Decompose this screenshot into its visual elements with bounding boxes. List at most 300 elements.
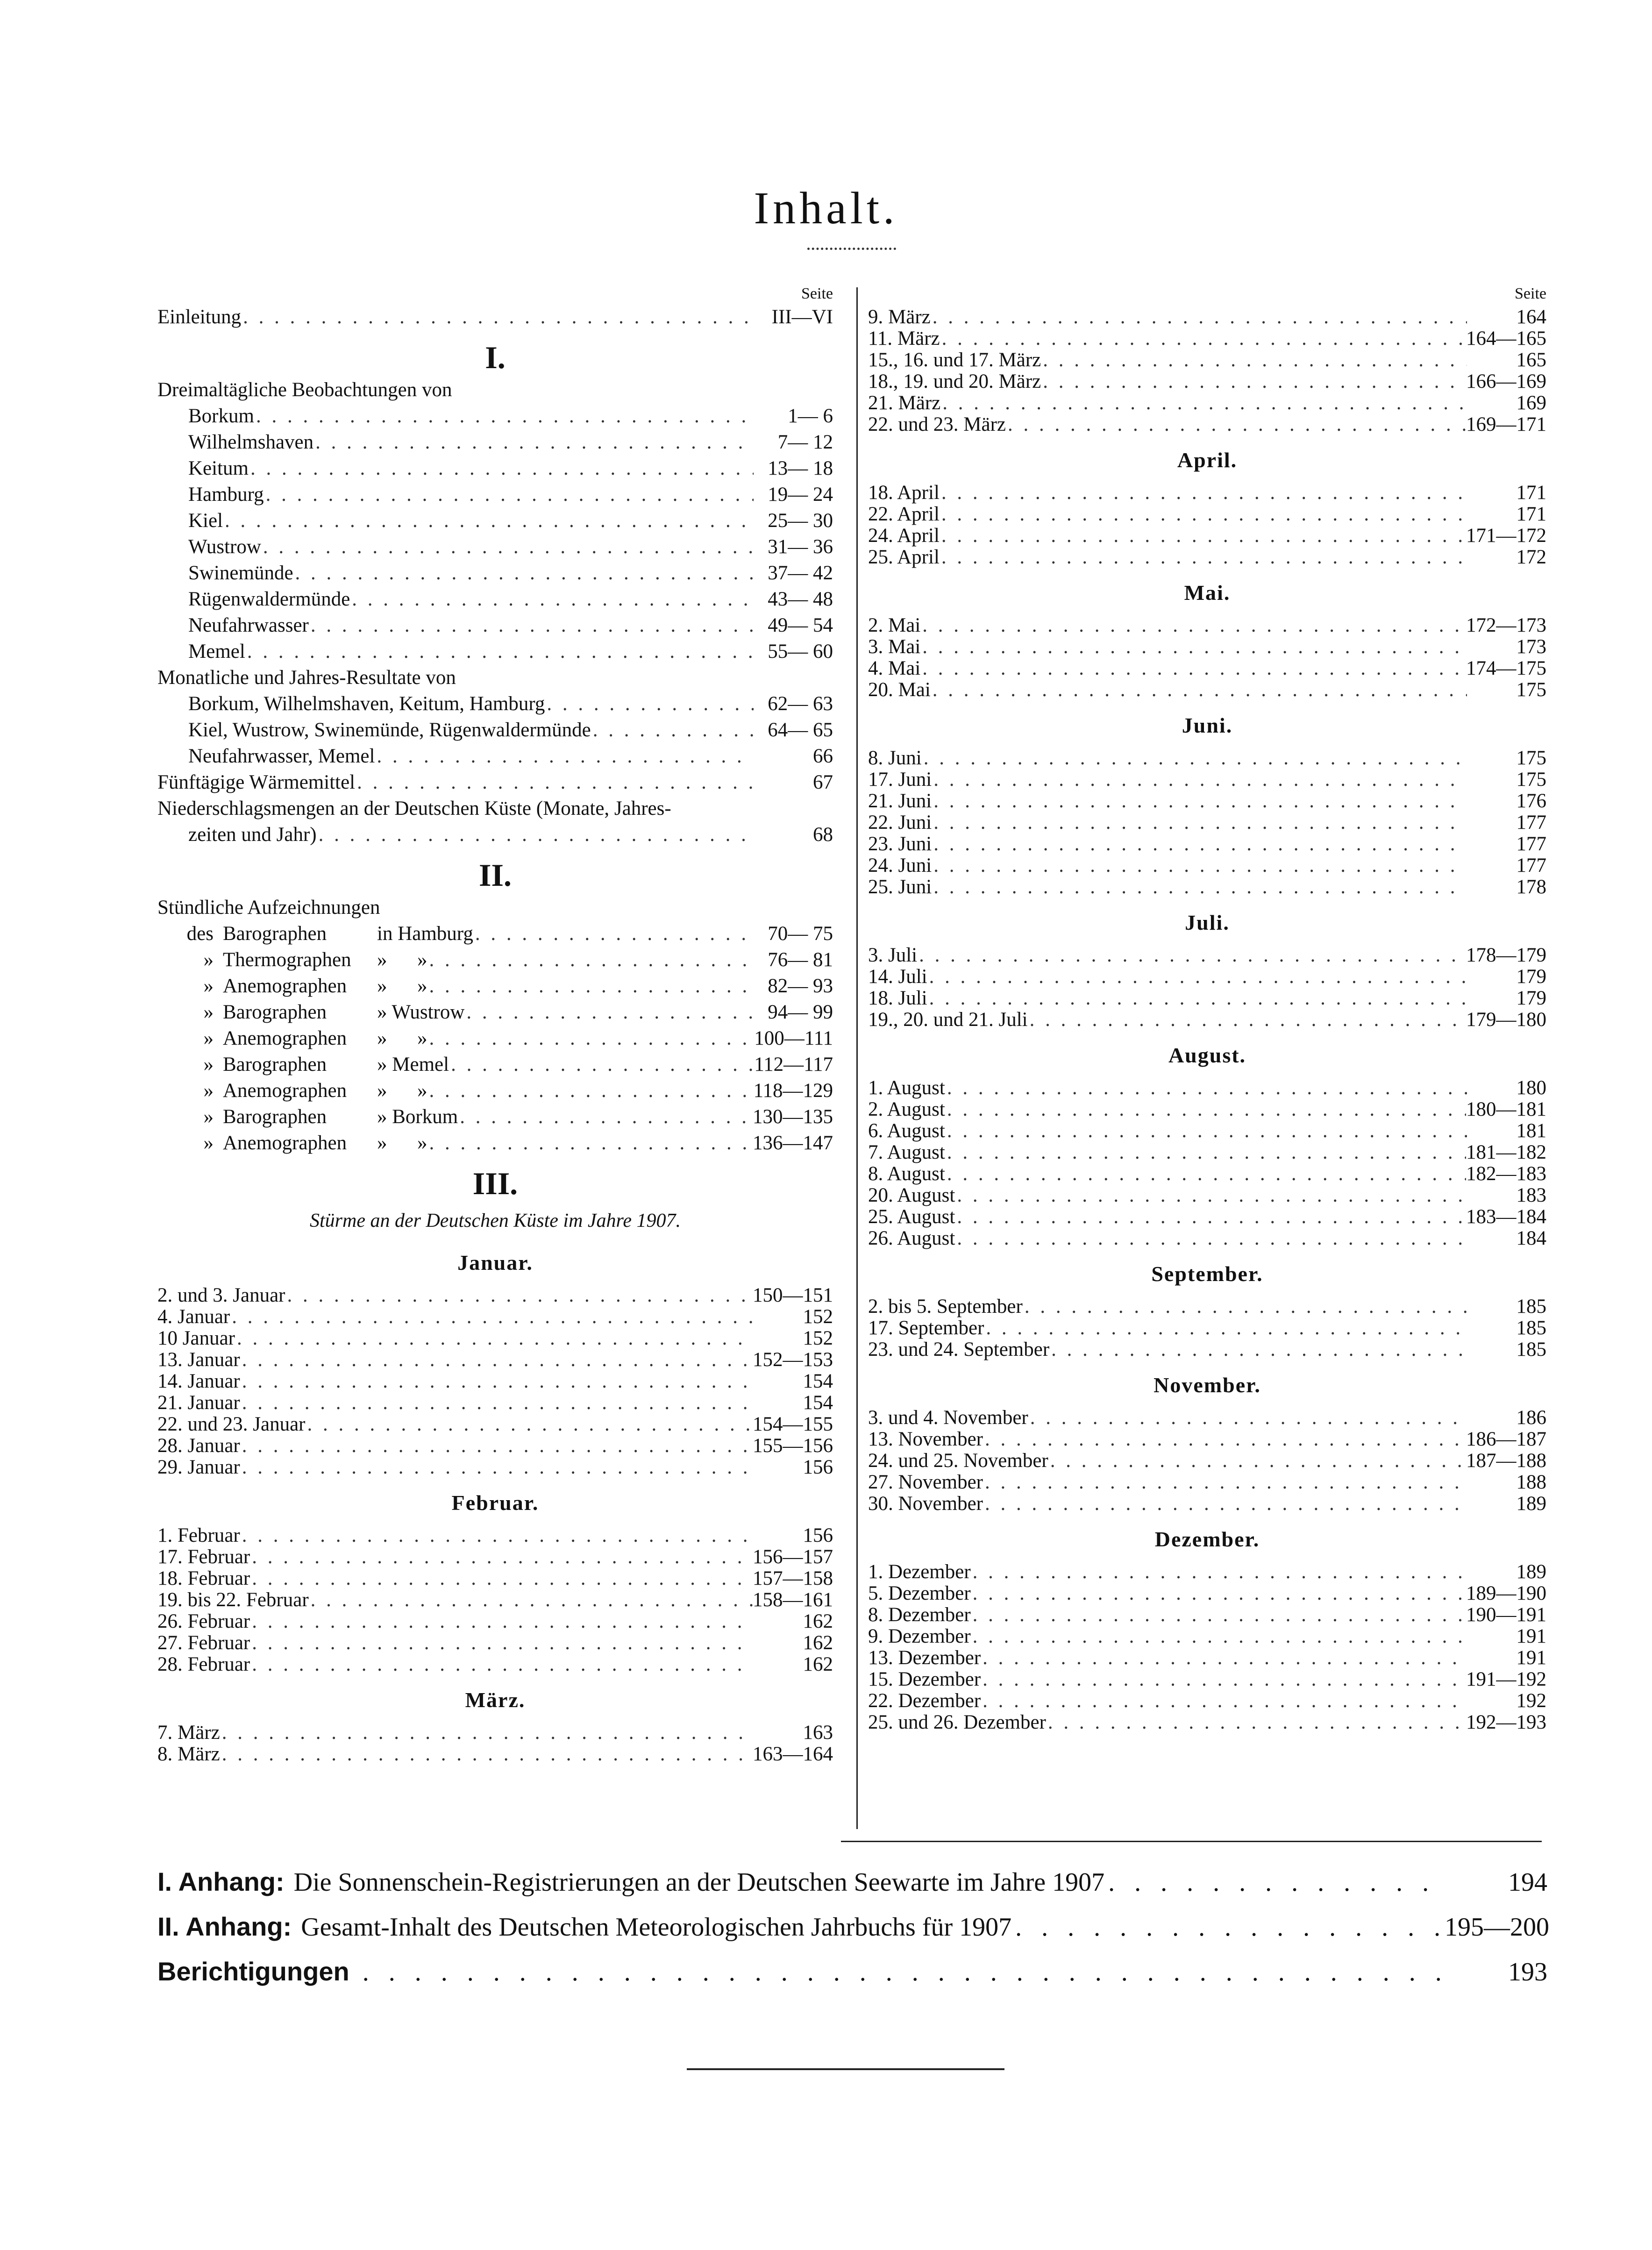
toc-entry-page: 55— 60 <box>768 641 833 662</box>
instrument-name: Anemographen <box>223 1132 347 1154</box>
toc-entry-page: 157—158 <box>753 1567 833 1589</box>
entry-prefix: » <box>203 1080 214 1102</box>
entry-prefix: » <box>203 949 214 971</box>
toc-entry-label: 2. bis 5. September <box>868 1296 1023 1317</box>
toc-entry[interactable] <box>157 1370 833 1391</box>
toc-entry[interactable] <box>868 1582 1546 1603</box>
toc-entry[interactable] <box>157 562 833 588</box>
toc-entry[interactable] <box>868 876 1546 897</box>
leader-dots <box>350 588 754 611</box>
toc-entry-page: 112—117 <box>754 1054 833 1075</box>
toc-entry[interactable]: Einleitung . . . III—VI <box>157 306 833 332</box>
toc-entry[interactable] <box>868 1711 1546 1732</box>
toc-entry-page: 189—190 <box>1466 1582 1546 1604</box>
entry-prefix: » <box>203 1132 214 1154</box>
toc-entry-label: 14. Juli <box>868 966 927 988</box>
toc-entry-label: 25. August <box>868 1206 955 1228</box>
toc-entry[interactable] <box>157 1327 833 1348</box>
leader-dots <box>932 790 1467 812</box>
toc-entry-page: 179 <box>1516 987 1546 1009</box>
toc-entry[interactable] <box>868 546 1546 567</box>
toc-entry-page: 158—161 <box>753 1589 833 1611</box>
toc-entry[interactable] <box>868 327 1546 349</box>
instrument-name: Thermographen <box>223 949 351 971</box>
toc-entry[interactable] <box>157 692 833 719</box>
toc-entry[interactable] <box>868 790 1546 811</box>
leader-dots <box>932 876 1467 898</box>
leader-dots <box>1023 1295 1467 1318</box>
toc-entry-page: 174—175 <box>1466 657 1546 679</box>
toc-entry-label: 17. September <box>868 1317 984 1339</box>
toc-entry[interactable] <box>157 1743 833 1764</box>
toc-entry[interactable] <box>868 1471 1546 1492</box>
leader-dots <box>1041 370 1466 393</box>
toc-entry[interactable] <box>157 588 833 614</box>
storm-list-left <box>157 1237 833 1764</box>
toc-entry[interactable] <box>157 1284 833 1305</box>
instrument-name: Barographen <box>223 1106 327 1128</box>
toc-entry[interactable] <box>868 392 1546 413</box>
toc-entry-label: 18., 19. und 20. März <box>868 370 1041 392</box>
instrument-name: Barographen <box>223 923 327 945</box>
toc-entry[interactable] <box>868 965 1546 987</box>
title-ornament-rule <box>807 248 896 250</box>
toc-entry[interactable] <box>157 1391 833 1413</box>
toc-entry-page: 180 <box>1516 1077 1546 1099</box>
toc-entry[interactable] <box>868 1098 1546 1119</box>
toc-entry[interactable] <box>157 1413 833 1434</box>
leader-dots <box>427 1079 754 1102</box>
column-divider <box>856 287 858 1829</box>
toc-entry-page: 64— 65 <box>768 719 833 741</box>
toc-entry-label: 26. August <box>868 1227 955 1249</box>
leader-dots <box>223 509 754 532</box>
leader-dots <box>920 614 1466 637</box>
appendix-label: Berichtigungen <box>157 1957 349 1986</box>
leader-dots <box>920 635 1467 658</box>
month-heading: Dezember. <box>1154 1527 1260 1551</box>
toc-entry[interactable] <box>157 1305 833 1327</box>
month-heading: April. <box>1177 448 1238 472</box>
toc-entry[interactable] <box>157 1079 833 1105</box>
leader-dots <box>981 1646 1467 1669</box>
entry-prefix: » <box>203 975 214 997</box>
toc-entry-label: 22. Dezember <box>868 1690 981 1712</box>
leader-dots <box>427 948 754 971</box>
month-heading: November. <box>1154 1373 1261 1397</box>
leader-dots <box>955 1205 1466 1228</box>
toc-entry[interactable]: Fünftägige Wärmemittel . . . 67 <box>157 771 833 797</box>
toc-entry-page: 175 <box>1516 769 1546 790</box>
toc-entry-label: Kiel, Wustrow, Swinemünde, Rügenwaldermünde <box>188 719 591 741</box>
toc-entry[interactable] <box>868 1141 1546 1162</box>
toc-entry-page: 171 <box>1516 482 1546 504</box>
leader-dots <box>971 1560 1467 1583</box>
station-name: » Borkum <box>377 1106 458 1128</box>
toc-entry-label: 18. Februar <box>157 1567 250 1589</box>
toc-entry[interactable] <box>868 635 1546 657</box>
leader-dots <box>309 1588 753 1611</box>
leader-dots <box>427 1132 753 1154</box>
toc-entry-label: 24. Juni <box>868 854 932 876</box>
toc-entry-label: 25. und 26. Dezember <box>868 1711 1046 1733</box>
toc-entry-page: 190—191 <box>1466 1604 1546 1626</box>
toc-entry[interactable] <box>868 854 1546 876</box>
toc-entry[interactable] <box>157 922 833 948</box>
toc-entry-page: 25— 30 <box>768 510 833 532</box>
toc-entry[interactable] <box>157 457 833 483</box>
toc-entry-label: Neufahrwasser, Memel <box>188 745 375 767</box>
leader-dots <box>981 1668 1466 1691</box>
leader-dots <box>971 1603 1466 1626</box>
toc-entry[interactable] <box>157 1132 833 1158</box>
station-name: » » <box>377 1027 427 1049</box>
toc-entry-page: 188 <box>1516 1471 1546 1493</box>
toc-entry[interactable] <box>868 1492 1546 1514</box>
toc-entry-page: 154 <box>803 1370 833 1392</box>
toc-entry[interactable] <box>157 1610 833 1631</box>
toc-entry-page: 185 <box>1516 1339 1546 1360</box>
station-name: » Memel <box>377 1054 449 1075</box>
toc-entry[interactable] <box>868 657 1546 678</box>
leader-dots <box>971 1625 1467 1648</box>
leader-dots <box>220 1743 753 1766</box>
toc-entry[interactable] <box>157 1545 833 1567</box>
toc-entry[interactable] <box>868 1406 1546 1428</box>
leader-dots <box>940 546 1467 569</box>
instrument-name: Anemographen <box>223 1027 347 1049</box>
toc-entry[interactable] <box>868 1338 1546 1360</box>
toc-entry[interactable] <box>868 747 1546 768</box>
toc-entry[interactable] <box>868 1119 1546 1141</box>
toc-entry-page: 186 <box>1516 1407 1546 1429</box>
toc-entry[interactable] <box>868 768 1546 790</box>
toc-entry-label: 27. Februar <box>157 1632 250 1654</box>
toc-entry-page: 1— 6 <box>788 405 833 427</box>
toc-entry[interactable] <box>868 944 1546 965</box>
toc-entry-label: 10 Januar <box>157 1327 235 1349</box>
toc-entry-page: 164 <box>1516 306 1546 328</box>
toc-entry[interactable] <box>868 370 1546 392</box>
toc-entry[interactable] <box>157 745 833 771</box>
leader-dots <box>313 431 754 454</box>
leader-dots <box>545 692 754 715</box>
toc-entry-page: 182—183 <box>1466 1163 1546 1185</box>
toc-entry-page: 173 <box>1516 636 1546 658</box>
station-list <box>157 405 833 666</box>
leader-dots <box>261 535 754 558</box>
toc-entry-page: 192—193 <box>1466 1711 1546 1733</box>
appendix-list <box>157 1866 1547 2001</box>
leader-dots <box>254 405 754 427</box>
toc-entry[interactable] <box>157 948 833 975</box>
toc-entry[interactable] <box>868 1076 1546 1098</box>
toc-entry[interactable] <box>868 1205 1546 1227</box>
toc-entry[interactable] <box>157 975 833 1001</box>
monthly-results-list <box>157 692 833 771</box>
toc-entry-page: 152 <box>803 1306 833 1328</box>
leader-dots <box>922 747 1467 769</box>
leader-dots <box>449 1053 754 1076</box>
toc-heading-text: Stündliche Aufzeichnungen <box>157 897 380 919</box>
toc-entry[interactable] <box>157 1348 833 1370</box>
leader-dots <box>427 1027 754 1050</box>
toc-entry-page: 150—151 <box>753 1284 833 1306</box>
toc-entry-label: 9. März <box>868 306 931 328</box>
toc-entry[interactable] <box>868 1603 1546 1625</box>
toc-entry[interactable] <box>157 1631 833 1653</box>
toc-entry[interactable] <box>157 483 833 509</box>
toc-entry[interactable] <box>157 1027 833 1053</box>
toc-entry[interactable] <box>157 431 833 457</box>
toc-entry[interactable] <box>157 1434 833 1456</box>
leader-dots <box>240 1456 754 1479</box>
toc-entry[interactable] <box>868 1184 1546 1205</box>
toc-entry-page: 13— 18 <box>768 457 833 479</box>
leader-dots <box>1104 1867 1445 1897</box>
toc-entry-label: 8. August <box>868 1163 945 1185</box>
toc-entry-label: 8. Juni <box>868 747 922 769</box>
toc-entry[interactable] <box>868 1227 1546 1248</box>
toc-entry-page: 184 <box>1516 1227 1546 1249</box>
toc-entry[interactable] <box>868 413 1546 434</box>
toc-entry-label: 6. August <box>868 1120 945 1142</box>
toc-entry-label: 30. November <box>868 1493 983 1515</box>
appendix-entry[interactable] <box>157 1866 1547 1911</box>
leader-dots <box>945 1162 1466 1185</box>
leader-dots <box>931 678 1467 701</box>
toc-entry[interactable]: zeiten und Jahr) . . . 68 <box>157 823 833 849</box>
toc-entry-label: 24. April <box>868 525 940 547</box>
toc-entry-label: 29. Januar <box>157 1456 240 1478</box>
toc-entry-label: Swinemünde <box>188 562 293 584</box>
toc-entry[interactable] <box>868 987 1546 1008</box>
toc-entry[interactable] <box>868 1560 1546 1582</box>
toc-entry[interactable] <box>157 1456 833 1477</box>
toc-entry-label: 17. Februar <box>157 1546 250 1568</box>
entry-prefix: » <box>203 1001 214 1023</box>
toc-entry-page: 189 <box>1516 1493 1546 1515</box>
toc-entry[interactable] <box>157 719 833 745</box>
section-heading: III. <box>472 1166 518 1201</box>
toc-entry-page: 62— 63 <box>768 693 833 715</box>
divider-rule <box>841 1841 1542 1842</box>
leader-dots <box>458 1105 753 1128</box>
toc-entry-label: 4. Januar <box>157 1306 230 1328</box>
toc-entry-label: Wilhelmshaven <box>188 431 314 453</box>
toc-entry-label: 28. Januar <box>157 1435 240 1457</box>
leader-dots <box>1028 1008 1466 1031</box>
toc-entry[interactable] <box>868 1317 1546 1338</box>
toc-entry[interactable] <box>868 1428 1546 1449</box>
toc-entry[interactable] <box>868 833 1546 854</box>
right-column <box>868 285 1546 1732</box>
leader-dots <box>245 640 754 663</box>
toc-entry-page: 175 <box>1516 679 1546 701</box>
toc-entry[interactable] <box>157 1721 833 1743</box>
toc-entry-label: 25. Juni <box>868 876 932 898</box>
entry-prefix: des <box>186 923 214 945</box>
toc-entry[interactable] <box>868 306 1546 327</box>
toc-entry[interactable] <box>868 1162 1546 1184</box>
toc-entry[interactable] <box>868 1668 1546 1689</box>
toc-entry-label: 23. Juni <box>868 833 932 855</box>
toc-entry-label: 19., 20. und 21. Juli <box>868 1009 1028 1031</box>
toc-entry[interactable] <box>157 535 833 562</box>
toc-entry[interactable] <box>868 1625 1546 1646</box>
left-column <box>157 285 833 1764</box>
toc-entry-label: 1. Dezember <box>868 1561 971 1583</box>
toc-entry[interactable] <box>157 1567 833 1588</box>
toc-entry-label: Rügenwaldermünde <box>188 588 350 610</box>
toc-entry-label: 18. April <box>868 482 940 504</box>
toc-entry-label: 23. und 24. September <box>868 1339 1050 1360</box>
appendix-text: Gesamt-Inhalt des Deutschen Meteorologischen Jahrbuchs für 1907 <box>301 1913 1012 1942</box>
toc-entry-page: 163 <box>803 1722 833 1744</box>
toc-entry-page: 155—156 <box>753 1435 833 1457</box>
leader-dots <box>931 306 1467 328</box>
leader-dots <box>955 1227 1467 1250</box>
section-heading: I. <box>485 340 506 375</box>
leader-dots <box>983 1428 1466 1451</box>
toc-entry-page: 185 <box>1516 1296 1546 1317</box>
toc-entry-page: 172—173 <box>1466 614 1546 636</box>
toc-entry-label: 17. Juni <box>868 769 932 790</box>
toc-entry[interactable] <box>157 509 833 535</box>
toc-entry-page: 31— 36 <box>768 536 833 558</box>
appendix-page: 193 <box>1508 1958 1547 1987</box>
leader-dots <box>945 1141 1466 1164</box>
toc-entry-page: 82— 93 <box>768 975 833 997</box>
toc-entry[interactable] <box>868 811 1546 833</box>
toc-entry-page: 187—188 <box>1466 1450 1546 1472</box>
instrument-name: Barographen <box>223 1054 327 1075</box>
appendix-text: Die Sonnenschein-Registrierungen an der Deutschen Seewarte im Jahre 1907 <box>293 1868 1105 1897</box>
appendix-entry[interactable] <box>157 1956 1547 2001</box>
toc-entry-page: 181—182 <box>1466 1141 1546 1163</box>
station-name: » » <box>377 1132 427 1154</box>
toc-entry[interactable] <box>157 1053 833 1079</box>
toc-entry-label: 7. März <box>157 1722 220 1744</box>
toc-entry-page: 156 <box>803 1456 833 1478</box>
toc-entry[interactable] <box>868 1449 1546 1471</box>
instrument-name: Anemographen <box>223 975 347 997</box>
leader-dots <box>932 833 1467 855</box>
toc-entry-label: 3. und 4. November <box>868 1407 1028 1429</box>
entry-prefix: » <box>203 1054 214 1075</box>
toc-entry-label: 5. Dezember <box>868 1582 971 1604</box>
toc-entry[interactable] <box>157 405 833 431</box>
appendix-page: 194 <box>1508 1868 1547 1897</box>
toc-entry[interactable] <box>157 614 833 640</box>
appendix-label: II. Anhang: <box>157 1912 292 1941</box>
toc-entry[interactable] <box>868 349 1546 370</box>
toc-entry[interactable] <box>157 1653 833 1674</box>
toc-entry-label: 18. Juli <box>868 987 927 1009</box>
leader-dots <box>940 503 1467 526</box>
appendix-entry[interactable] <box>157 1911 1547 1956</box>
leader-dots <box>920 657 1466 680</box>
toc-entry[interactable] <box>157 1001 833 1027</box>
toc-entry-label: 1. August <box>868 1077 945 1099</box>
appendix-page: 195—200 <box>1445 1913 1549 1942</box>
toc-entry-page: 177 <box>1516 854 1546 876</box>
month-heading: Januar. <box>457 1251 533 1275</box>
toc-entry-label: 3. Mai <box>868 636 921 658</box>
leader-dots <box>240 1434 753 1457</box>
leader-dots <box>1028 1406 1467 1429</box>
toc-entry[interactable] <box>868 1008 1546 1030</box>
section-subtitle: Stürme an der Deutschen Küste im Jahre 1907. <box>310 1210 681 1232</box>
instrument-name: Barographen <box>223 1001 327 1023</box>
toc-entry[interactable] <box>868 614 1546 635</box>
toc-entry-page: 49— 54 <box>768 614 833 636</box>
month-heading: Juni. <box>1182 713 1233 737</box>
toc-entry[interactable] <box>157 640 833 666</box>
entry-prefix: » <box>203 1027 214 1049</box>
leader-dots <box>464 1001 754 1024</box>
toc-entry[interactable] <box>868 481 1546 503</box>
toc-entry[interactable] <box>157 1524 833 1545</box>
toc-entry-page: 70— 75 <box>768 923 833 945</box>
toc-entry[interactable] <box>868 1295 1546 1317</box>
toc-entry-page: 7— 12 <box>777 431 833 453</box>
leader-dots <box>1046 1711 1466 1734</box>
toc-heading-text: Dreimaltägliche Beobachtungen von <box>157 379 452 401</box>
toc-entry[interactable] <box>157 1105 833 1132</box>
leader-dots <box>984 1317 1467 1339</box>
leader-dots <box>917 944 1466 967</box>
toc-entry-label: Neufahrwasser <box>188 614 309 636</box>
appendix-label: I. Anhang: <box>157 1867 285 1896</box>
toc-entry-label: 13. Dezember <box>868 1647 981 1669</box>
toc-entry-label: 22. Juni <box>868 812 932 833</box>
toc-entry[interactable] <box>157 1588 833 1610</box>
toc-entry[interactable] <box>868 503 1546 524</box>
toc-entry-page: 164—165 <box>1466 328 1546 349</box>
leader-dots <box>591 719 754 741</box>
toc-entry[interactable] <box>868 1646 1546 1668</box>
leader-dots <box>971 1582 1466 1605</box>
leader-dots <box>983 1492 1467 1515</box>
toc-entry-label: 22. und 23. März <box>868 413 1006 435</box>
toc-entry-label: 22. April <box>868 503 940 525</box>
toc-entry-page: 192 <box>1516 1690 1546 1712</box>
toc-entry-page: 178—179 <box>1466 944 1546 966</box>
toc-entry-label: 2. Mai <box>868 614 921 636</box>
leader-dots <box>220 1721 754 1744</box>
toc-entry-label: 28. Februar <box>157 1653 250 1675</box>
toc-entry[interactable] <box>868 524 1546 546</box>
toc-entry-label: Memel <box>188 641 245 662</box>
leader-dots <box>927 987 1467 1010</box>
toc-entry-page: 191—192 <box>1466 1668 1546 1690</box>
leader-dots <box>230 1305 754 1328</box>
toc-entry-page: 154—155 <box>753 1413 833 1435</box>
toc-entry-page: 66 <box>813 745 833 767</box>
leader-dots <box>309 614 754 637</box>
toc-entry-page: 165 <box>1516 349 1546 371</box>
toc-entry[interactable] <box>868 1689 1546 1711</box>
station-name: » » <box>377 949 427 971</box>
leader-dots <box>955 1184 1467 1207</box>
page-title: Inhalt. <box>754 183 898 234</box>
toc-entry[interactable] <box>868 678 1546 700</box>
leader-dots <box>1041 349 1467 371</box>
leader-dots <box>240 1524 754 1547</box>
leader-dots <box>932 854 1467 877</box>
leader-dots <box>927 965 1467 988</box>
